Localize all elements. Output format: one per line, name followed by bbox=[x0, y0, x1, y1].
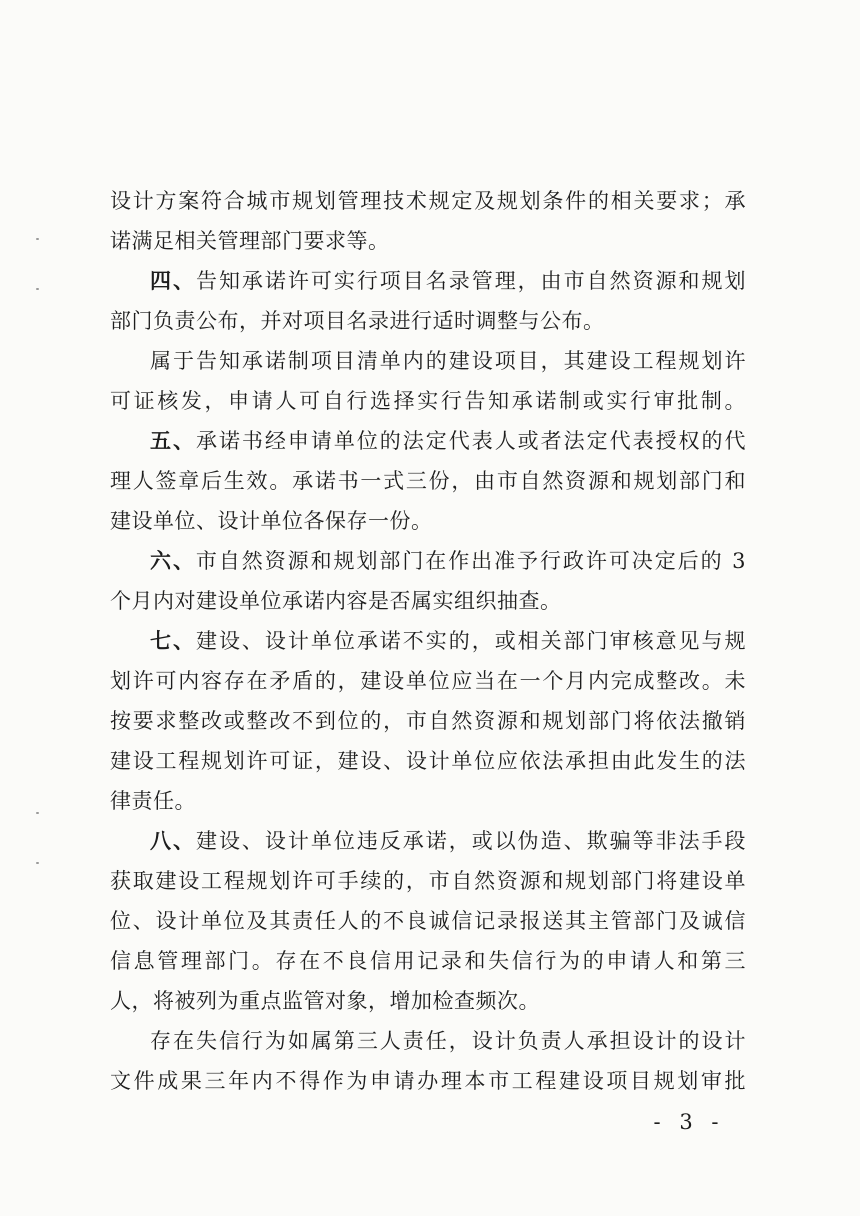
text-line: 理人签章后生效。承诺书一式三份，由市自然资源和规划部门和 bbox=[110, 469, 746, 493]
text-line: 可证核发，申请人可自行选择实行告知承诺制或实行审批制。 bbox=[110, 389, 746, 413]
section-heading: 八、 bbox=[150, 828, 196, 853]
text-span: 告知承诺许可实行项目名录管理，由市自然资源和规划 bbox=[195, 269, 747, 293]
text-line: 律责任。 bbox=[110, 789, 196, 813]
text-span: 承诺书经申请单位的法定代表人或者法定代表授权的代 bbox=[195, 429, 747, 453]
text-line: 建设工程规划许可证，建设、设计单位应依法承担由此发生的法 bbox=[110, 749, 746, 773]
text-line: 建设单位、设计单位各保存一份。 bbox=[110, 509, 433, 533]
section-heading: 七、 bbox=[150, 628, 196, 653]
scan-speck bbox=[36, 238, 39, 240]
page-number: - 3 - bbox=[653, 1110, 725, 1134]
text-line bbox=[150, 826, 746, 856]
section-heading: 六、 bbox=[150, 548, 196, 573]
text-line bbox=[150, 266, 746, 296]
scan-speck bbox=[36, 862, 39, 864]
section-heading: 四、 bbox=[150, 268, 196, 293]
text-line bbox=[150, 426, 746, 456]
text-line bbox=[150, 626, 746, 656]
text-span: 建设、设计单位违反承诺，或以伪造、欺骗等非法手段 bbox=[195, 829, 747, 853]
text-line bbox=[150, 546, 746, 576]
text-span: 市自然资源和规划部门在作出准予行政许可决定后的 3 bbox=[195, 549, 746, 573]
text-line: 个月内对建设单位承诺内容是否属实组织抽查。 bbox=[110, 589, 562, 613]
text-line: 文件成果三年内不得作为申请办理本市工程建设项目规划审批 bbox=[110, 1069, 746, 1093]
text-line: 位、设计单位及其责任人的不良诚信记录报送其主管部门及诚信 bbox=[110, 909, 746, 933]
text-line: 部门负责公布，并对项目名录进行适时调整与公布。 bbox=[110, 309, 605, 333]
text-line: 按要求整改或整改不到位的，市自然资源和规划部门将依法撤销 bbox=[110, 709, 746, 733]
text-line: 人，将被列为重点监管对象，增加检查频次。 bbox=[110, 989, 540, 1013]
section-heading: 五、 bbox=[150, 428, 196, 453]
text-line: 存在失信行为如属第三人责任，设计负责人承担设计的设计 bbox=[150, 1029, 746, 1053]
text-line: 获取建设工程规划许可手续的，市自然资源和规划部门将建设单 bbox=[110, 869, 746, 893]
text-line: 诺满足相关管理部门要求等。 bbox=[110, 229, 390, 253]
text-span: 建设、设计单位承诺不实的，或相关部门审核意见与规 bbox=[195, 629, 747, 653]
scan-speck bbox=[36, 812, 39, 814]
text-line: 信息管理部门。存在不良信用记录和失信行为的申请人和第三 bbox=[110, 949, 746, 973]
text-line: 划许可内容存在矛盾的，建设单位应当在一个月内完成整改。未 bbox=[110, 669, 746, 693]
text-line: 设计方案符合城市规划管理技术规定及规划条件的相关要求；承 bbox=[110, 189, 746, 213]
scan-speck bbox=[36, 288, 39, 290]
text-line: 属于告知承诺制项目清单内的建设项目，其建设工程规划许 bbox=[150, 349, 746, 373]
